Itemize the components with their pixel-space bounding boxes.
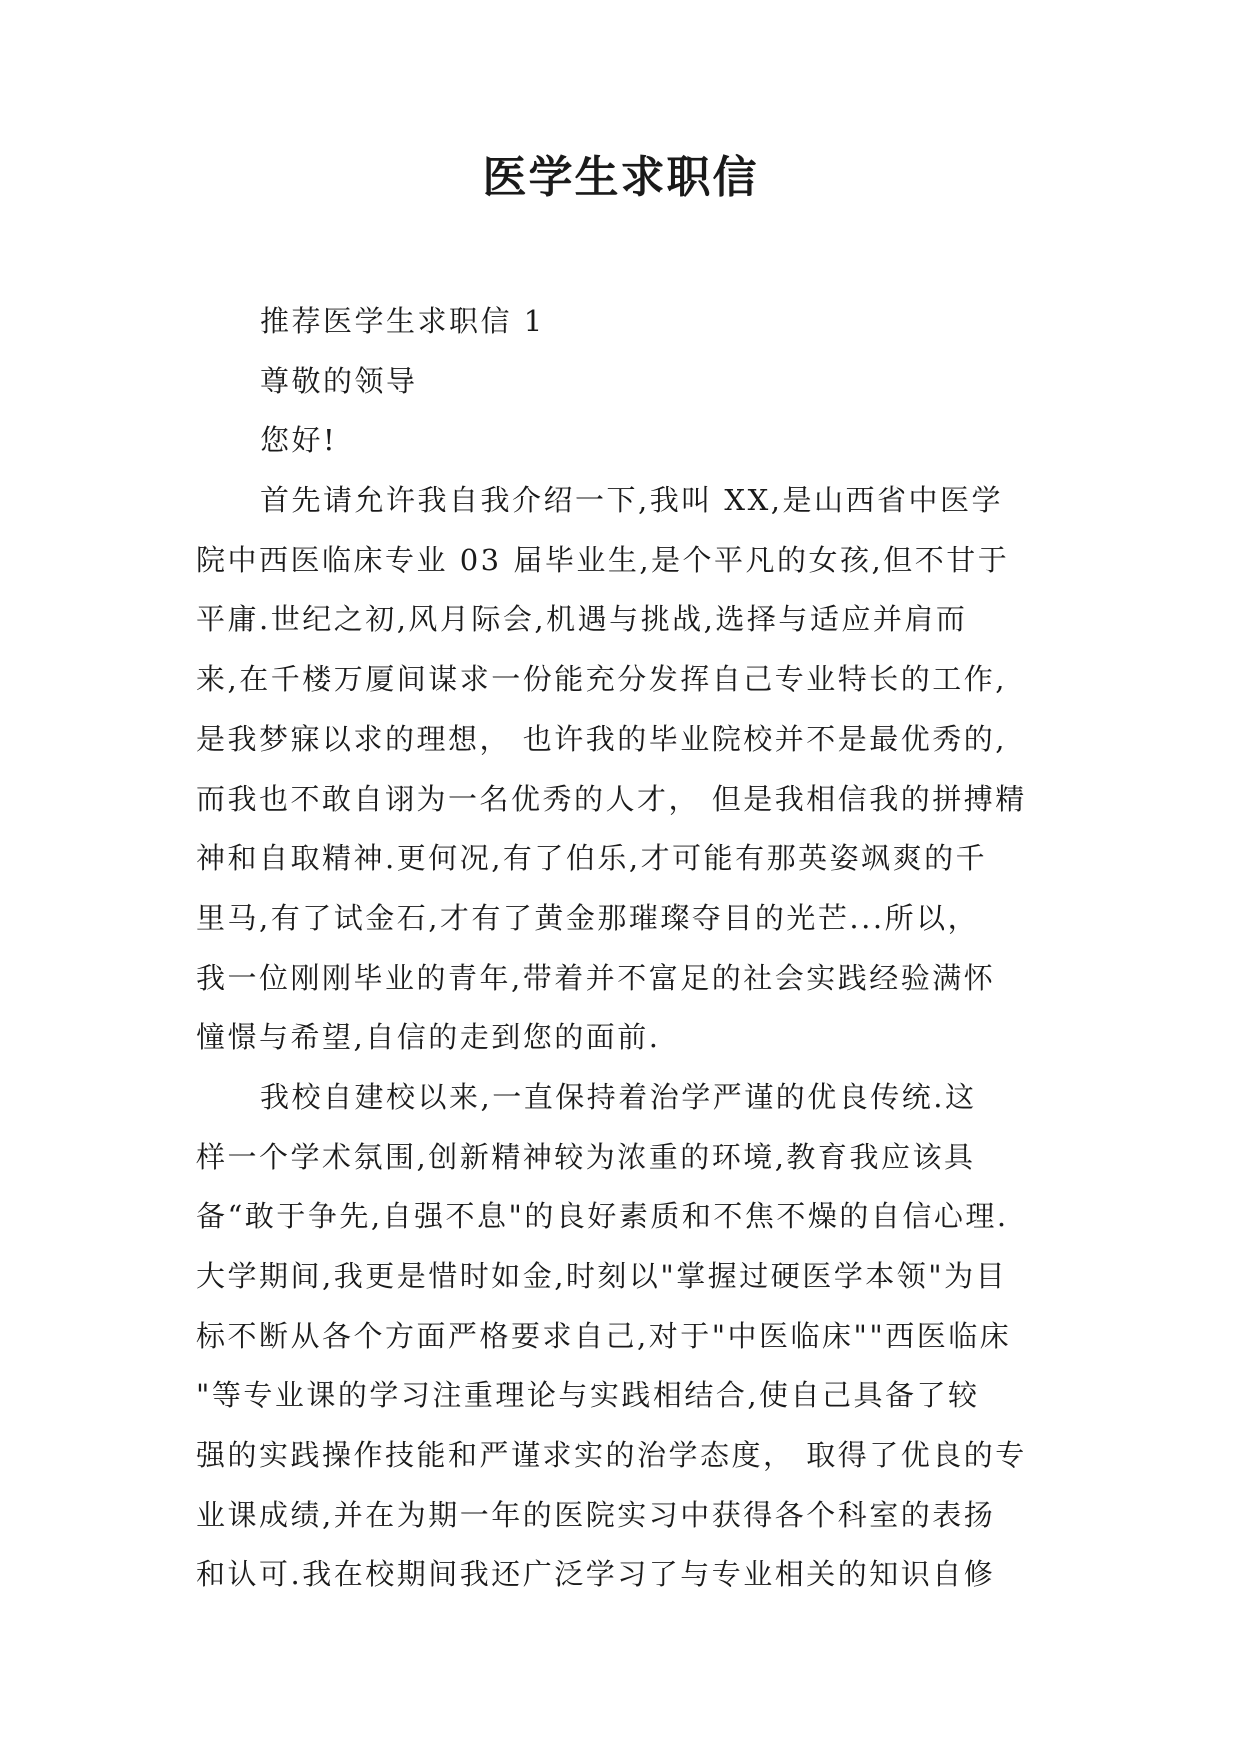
text-line: 来,在千楼万厦间谋求一份能充分发挥自己专业特长的工作, xyxy=(196,662,1007,697)
text-line: 业课成绩,并在为期一年的医院实习中获得各个科室的表扬 xyxy=(196,1497,996,1532)
text-line: 而我也不敢自诩为一名优秀的人才， 但是我相信我的拼搏精 xyxy=(196,781,1027,816)
text-line: 标不断从各个方面严格要求自己,对于"中医临床""西医临床 xyxy=(196,1318,1012,1353)
text-line: 院中西医临床专业 03 届毕业生,是个平凡的女孩,但不甘于 xyxy=(196,542,1010,577)
text-line: 尊敬的领导 xyxy=(260,363,418,398)
document-body xyxy=(196,292,1066,1605)
text-line: 大学期间,我更是惜时如金,时刻以"掌握过硬医学本领"为目 xyxy=(196,1259,1008,1293)
text-line: 备“敢于争先,自强不息"的良好素质和不焦不燥的自信心理. xyxy=(196,1199,1009,1234)
text-line: 是我梦寐以求的理想， 也许我的毕业院校并不是最优秀的, xyxy=(196,721,1007,756)
text-line: "等专业课的学习注重理论与实践相结合,使自己具备了较 xyxy=(196,1378,980,1413)
text-line: 神和自取精神.更何况,有了伯乐,才可能有那英姿飒爽的千 xyxy=(196,841,988,876)
text-line: 我一位刚刚毕业的青年,带着并不富足的社会实践经验满怀 xyxy=(196,960,996,995)
text-line: 推荐医学生求职信 1 xyxy=(260,304,545,338)
text-line: 憧憬与希望,自信的走到您的面前. xyxy=(196,1020,661,1055)
document-title: 医学生求职信 xyxy=(482,152,759,203)
text-line: 平庸.世纪之初,风月际会,机遇与挑战,选择与适应并肩而 xyxy=(196,602,968,637)
text-line: 首先请允许我自我介绍一下,我叫 XX,是山西省中医学 xyxy=(260,483,1003,518)
text-line: 我校自建校以来,一直保持着治学严谨的优良传统.这 xyxy=(260,1079,977,1114)
text-line: 里马,有了试金石,才有了黄金那璀璨夺目的光芒...所以， xyxy=(196,900,980,935)
text-line: 样一个学术氛围,创新精神较为浓重的环境,教育我应该具 xyxy=(196,1139,976,1174)
text-line: 和认可.我在校期间我还广泛学习了与专业相关的知识自修 xyxy=(196,1557,996,1592)
text-line: 您好! xyxy=(260,423,338,458)
text-line: 强的实践操作技能和严谨求实的治学态度， 取得了优良的专 xyxy=(196,1438,1027,1473)
